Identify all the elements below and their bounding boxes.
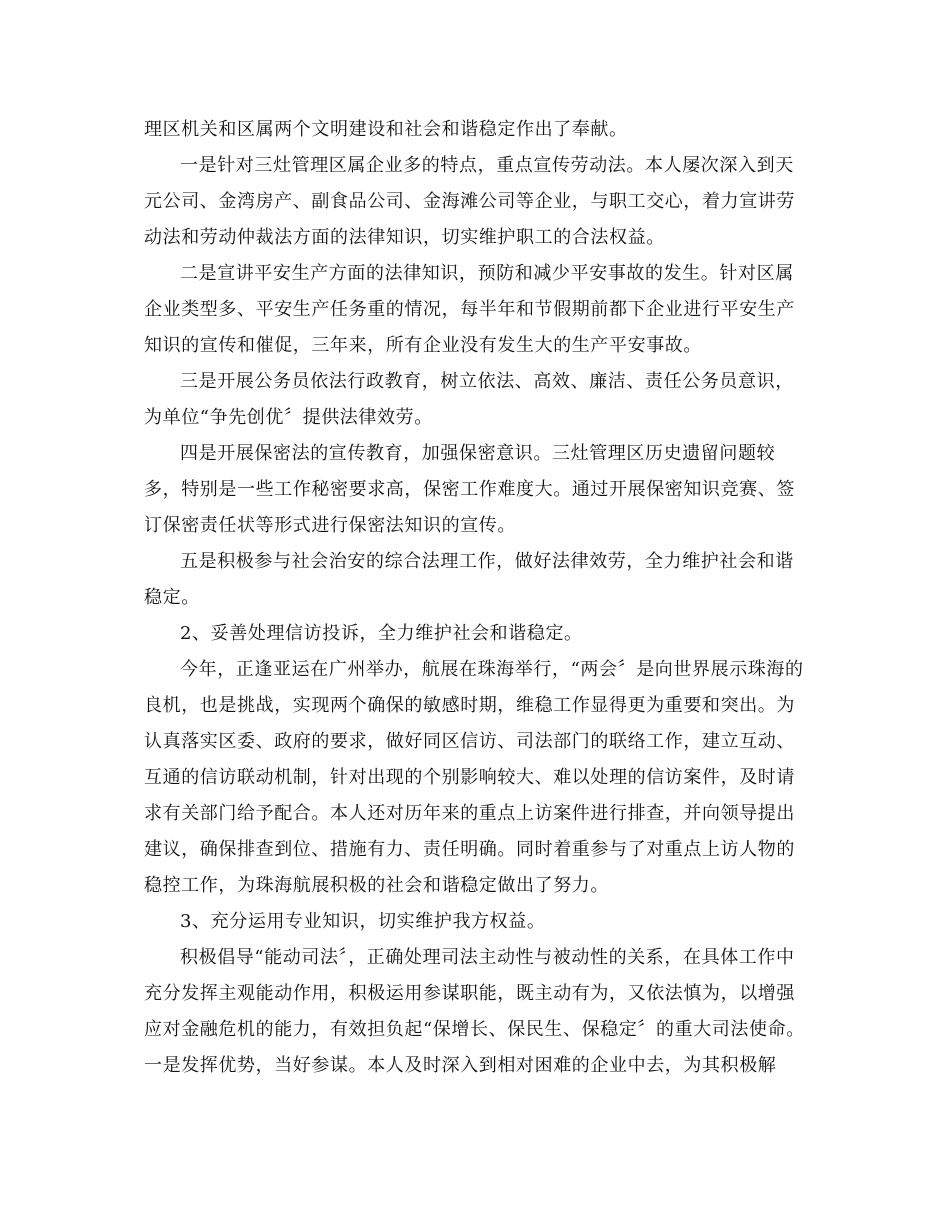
text-line: 理区机关和区属两个文明建设和社会和谐稳定作出了奉献。	[144, 119, 628, 140]
text-line: 企业类型多、平安生产任务重的情况，每半年和节假期前都下企业进行平安生产	[144, 299, 795, 320]
text-line: 稳控工作，为珠海航展积极的社会和谐稳定做出了努力。	[144, 875, 609, 896]
text-line: 今年，正逢亚运在广州举办，航展在珠海举行，“两会〞是向世界展示珠海的	[180, 659, 804, 680]
text-line: 三是开展公务员依法行政教育，树立依法、高效、廉洁、责任公务员意识，	[180, 371, 794, 392]
text-line: 充分发挥主观能动作用，积极运用参谋职能，既主动有为，又依法慎为，以增强	[144, 983, 795, 1004]
text-line: 五是积极参与社会治安的综合法理工作，做好法律效劳，全力维护社会和谐	[180, 551, 794, 572]
section-heading: 2、妥善处理信访投诉，全力维护社会和谐稳定。	[180, 623, 583, 644]
text-line: 为单位“争先创优〞提供法律效劳。	[144, 407, 433, 428]
text-line: 稳定。	[144, 587, 200, 608]
text-line: 互通的信访联动机制，针对出现的个别影响较大、难以处理的信访案件，及时请	[144, 767, 795, 788]
text-line: 四是开展保密法的宣传教育，加强保密意识。三灶管理区历史遗留问题较	[180, 443, 776, 464]
text-line: 积极倡导“能动司法〞，正确处理司法主动性与被动性的关系，在具体工作中	[180, 947, 795, 968]
text-line: 元公司、金湾房产、副食品公司、金海滩公司等企业，与职工交心，着力宣讲劳	[144, 191, 795, 212]
text-line: 认真落实区委、政府的要求，做好同区信访、司法部门的联络工作，建立互动、	[144, 731, 795, 752]
text-line: 多，特别是一些工作秘密要求高，保密工作难度大。通过开展保密知识竞赛、签	[144, 479, 795, 500]
text-line: 建议，确保排查到位、措施有力、责任明确。同时着重参与了对重点上访人物的	[144, 839, 795, 860]
document-body	[144, 112, 804, 1084]
text-line: 二是宣讲平安生产方面的法律知识，预防和减少平安事故的发生。针对区属	[180, 263, 794, 284]
text-line: 求有关部门给予配合。本人还对历年来的重点上访案件进行排查，并向领导提出	[144, 803, 795, 824]
text-line: 良机，也是挑战，实现两个确保的敏感时期，维稳工作显得更为重要和突出。为	[144, 695, 795, 716]
section-heading: 3、充分运用专业知识，切实维护我方权益。	[180, 911, 546, 932]
text-line: 一是针对三灶管理区属企业多的特点，重点宣传劳动法。本人屡次深入到天	[180, 155, 794, 176]
text-line: 知识的宣传和催促，三年来，所有企业没有发生大的生产平安事故。	[144, 335, 702, 356]
text-line: 动法和劳动仲裁法方面的法律知识，切实维护职工的合法权益。	[144, 227, 665, 248]
text-line: 应对金融危机的能力，有效担负起“保增长、保民生、保稳定〞的重大司法使命。	[144, 1019, 805, 1040]
text-line: 订保密责任状等形式进行保密法知识的宣传。	[144, 515, 516, 536]
text-line: 一是发挥优势，当好参谋。本人及时深入到相对困难的企业中去，为其积极解	[144, 1055, 777, 1076]
